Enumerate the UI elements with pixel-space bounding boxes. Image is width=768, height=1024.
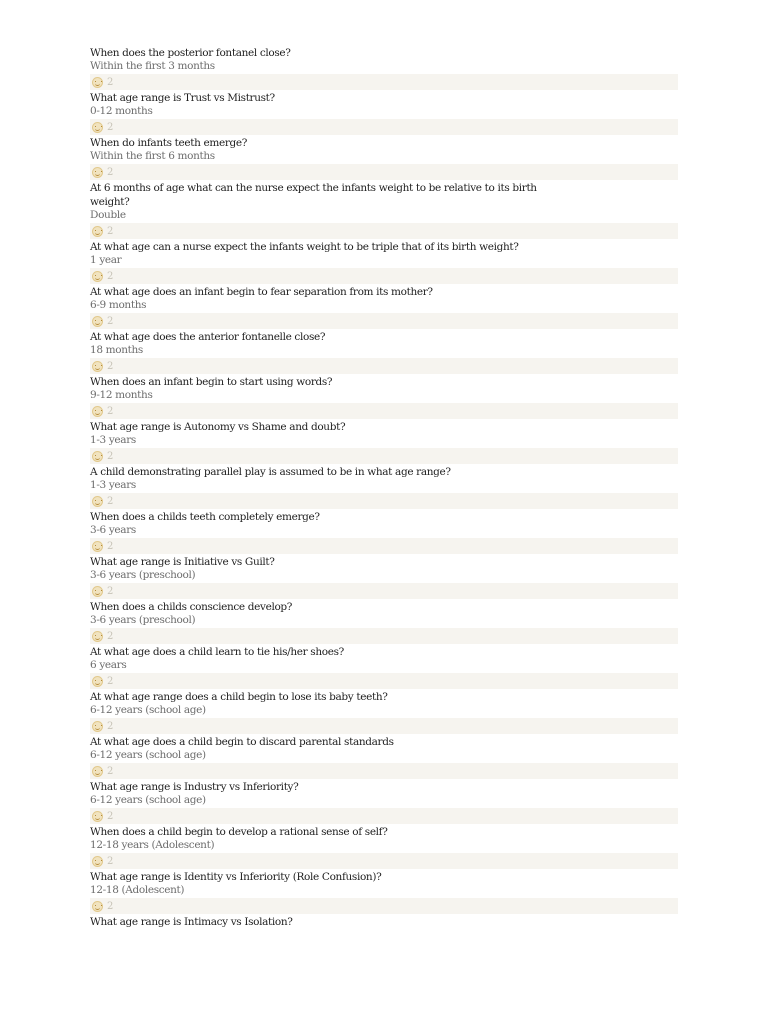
smiley-face-icon	[92, 856, 103, 867]
flashcard-question: What age range is Industry vs Inferiority?	[90, 781, 299, 793]
flashcard	[90, 735, 678, 779]
rating-count: 2	[107, 315, 114, 327]
flashcard-question: When does a childs teeth completely emerge?	[90, 511, 320, 523]
flashcard	[90, 181, 678, 239]
smiley-face-icon	[92, 541, 103, 552]
flashcard-answer: 6-12 years (school age)	[90, 794, 206, 806]
flashcard-answer: Within the first 3 months	[90, 60, 215, 72]
smiley-face-icon	[92, 496, 103, 507]
flashcard-question: What age range is Initiative vs Guilt?	[90, 556, 275, 568]
flashcard	[90, 91, 678, 135]
rating-count: 2	[107, 765, 114, 777]
flashcard	[90, 510, 678, 554]
flashcard-answer: Within the first 6 months	[90, 150, 215, 162]
rating-bar	[90, 538, 678, 554]
flashcard-question: When does a child begin to develop a rational sense of self?	[90, 826, 388, 838]
flashcard	[90, 870, 678, 914]
flashcard-answer: Double	[90, 209, 126, 221]
flashcard-question: At what age can a nurse expect the infants weight to be triple that of its birth weight?	[90, 241, 519, 253]
rating-bar	[90, 583, 678, 599]
flashcard-answer: 6-12 years (school age)	[90, 704, 206, 716]
flashcard-question: At what age does a child learn to tie his/her shoes?	[90, 646, 344, 658]
smiley-face-icon	[92, 586, 103, 597]
flashcard-question: A child demonstrating parallel play is assumed to be in what age range?	[90, 466, 451, 478]
rating-bar	[90, 763, 678, 779]
rating-bar	[90, 718, 678, 734]
rating-bar	[90, 403, 678, 419]
flashcard-list	[90, 45, 678, 929]
rating-count: 2	[107, 900, 114, 912]
rating-count: 2	[107, 225, 114, 237]
smiley-face-icon	[92, 226, 103, 237]
flashcard-question: At what age range does a child begin to lose its baby teeth?	[90, 691, 388, 703]
smiley-face-icon	[92, 766, 103, 777]
flashcard-question: At 6 months of age what can the nurse expect the infants weight to be relative to its birth weight?	[90, 182, 537, 208]
flashcard	[90, 136, 678, 180]
flashcard-answer: 1-3 years	[90, 479, 136, 491]
smiley-face-icon	[92, 676, 103, 687]
rating-bar	[90, 673, 678, 689]
smiley-face-icon	[92, 631, 103, 642]
flashcard	[90, 465, 678, 509]
flashcard-answer: 3-6 years (preschool)	[90, 569, 196, 581]
flashcard-answer: 3-6 years	[90, 524, 136, 536]
flashcard-answer: 6-9 months	[90, 299, 147, 311]
rating-count: 2	[107, 495, 114, 507]
rating-bar	[90, 853, 678, 869]
flashcard-question: What age range is Identity vs Inferiority (Role Confusion)?	[90, 871, 382, 883]
flashcard-question: What age range is Intimacy vs Isolation?	[90, 916, 293, 928]
flashcard-answer: 1-3 years	[90, 434, 136, 446]
rating-bar	[90, 74, 678, 90]
smiley-face-icon	[92, 901, 103, 912]
flashcard	[90, 420, 678, 464]
flashcard-question: What age range is Autonomy vs Shame and doubt?	[90, 421, 346, 433]
rating-bar	[90, 808, 678, 824]
flashcard-question: When does an infant begin to start using words?	[90, 376, 333, 388]
smiley-face-icon	[92, 271, 103, 282]
rating-count: 2	[107, 360, 114, 372]
flashcard-question: At what age does an infant begin to fear separation from its mother?	[90, 286, 433, 298]
rating-count: 2	[107, 585, 114, 597]
flashcard-answer: 18 months	[90, 344, 143, 356]
rating-bar	[90, 628, 678, 644]
rating-count: 2	[107, 720, 114, 732]
rating-count: 2	[107, 450, 114, 462]
rating-count: 2	[107, 675, 114, 687]
flashcard-answer: 9-12 months	[90, 389, 153, 401]
smiley-face-icon	[92, 721, 103, 732]
flashcard-answer: 12-18 (Adolescent)	[90, 884, 185, 896]
smiley-face-icon	[92, 77, 103, 88]
flashcard-answer: 1 year	[90, 254, 122, 266]
rating-bar	[90, 164, 678, 180]
rating-count: 2	[107, 810, 114, 822]
flashcard	[90, 600, 678, 644]
flashcard	[90, 285, 678, 329]
rating-bar	[90, 358, 678, 374]
flashcard	[90, 555, 678, 599]
rating-count: 2	[107, 855, 114, 867]
flashcard-answer: 6-12 years (school age)	[90, 749, 206, 761]
smiley-face-icon	[92, 316, 103, 327]
flashcard-question: At what age does the anterior fontanelle close?	[90, 331, 326, 343]
flashcard	[90, 915, 678, 929]
rating-count: 2	[107, 76, 114, 88]
rating-count: 2	[107, 630, 114, 642]
flashcard	[90, 330, 678, 374]
rating-count: 2	[107, 405, 114, 417]
flashcard	[90, 240, 678, 284]
flashcard-answer: 6 years	[90, 659, 127, 671]
rating-bar	[90, 448, 678, 464]
rating-bar	[90, 898, 678, 914]
flashcard-answer: 0-12 months	[90, 105, 153, 117]
rating-bar	[90, 313, 678, 329]
rating-count: 2	[107, 270, 114, 282]
flashcard-question: When do infants teeth emerge?	[90, 137, 248, 149]
flashcard-question: When does the posterior fontanel close?	[90, 47, 291, 59]
flashcard-question: What age range is Trust vs Mistrust?	[90, 92, 275, 104]
flashcard-answer: 3-6 years (preschool)	[90, 614, 196, 626]
rating-bar	[90, 223, 678, 239]
smiley-face-icon	[92, 406, 103, 417]
rating-bar	[90, 493, 678, 509]
rating-bar	[90, 268, 678, 284]
smiley-face-icon	[92, 167, 103, 178]
flashcard	[90, 780, 678, 824]
flashcard-question: When does a childs conscience develop?	[90, 601, 293, 613]
flashcard	[90, 645, 678, 689]
smiley-face-icon	[92, 122, 103, 133]
flashcard-answer: 12-18 years (Adolescent)	[90, 839, 215, 851]
rating-count: 2	[107, 166, 114, 178]
flashcard-question: At what age does a child begin to discard parental standards	[90, 736, 394, 748]
flashcard	[90, 825, 678, 869]
flashcard	[90, 690, 678, 734]
rating-count: 2	[107, 540, 114, 552]
flashcard	[90, 46, 678, 90]
smiley-face-icon	[92, 361, 103, 372]
smiley-face-icon	[92, 811, 103, 822]
rating-count: 2	[107, 121, 114, 133]
smiley-face-icon	[92, 451, 103, 462]
flashcard	[90, 375, 678, 419]
rating-bar	[90, 119, 678, 135]
